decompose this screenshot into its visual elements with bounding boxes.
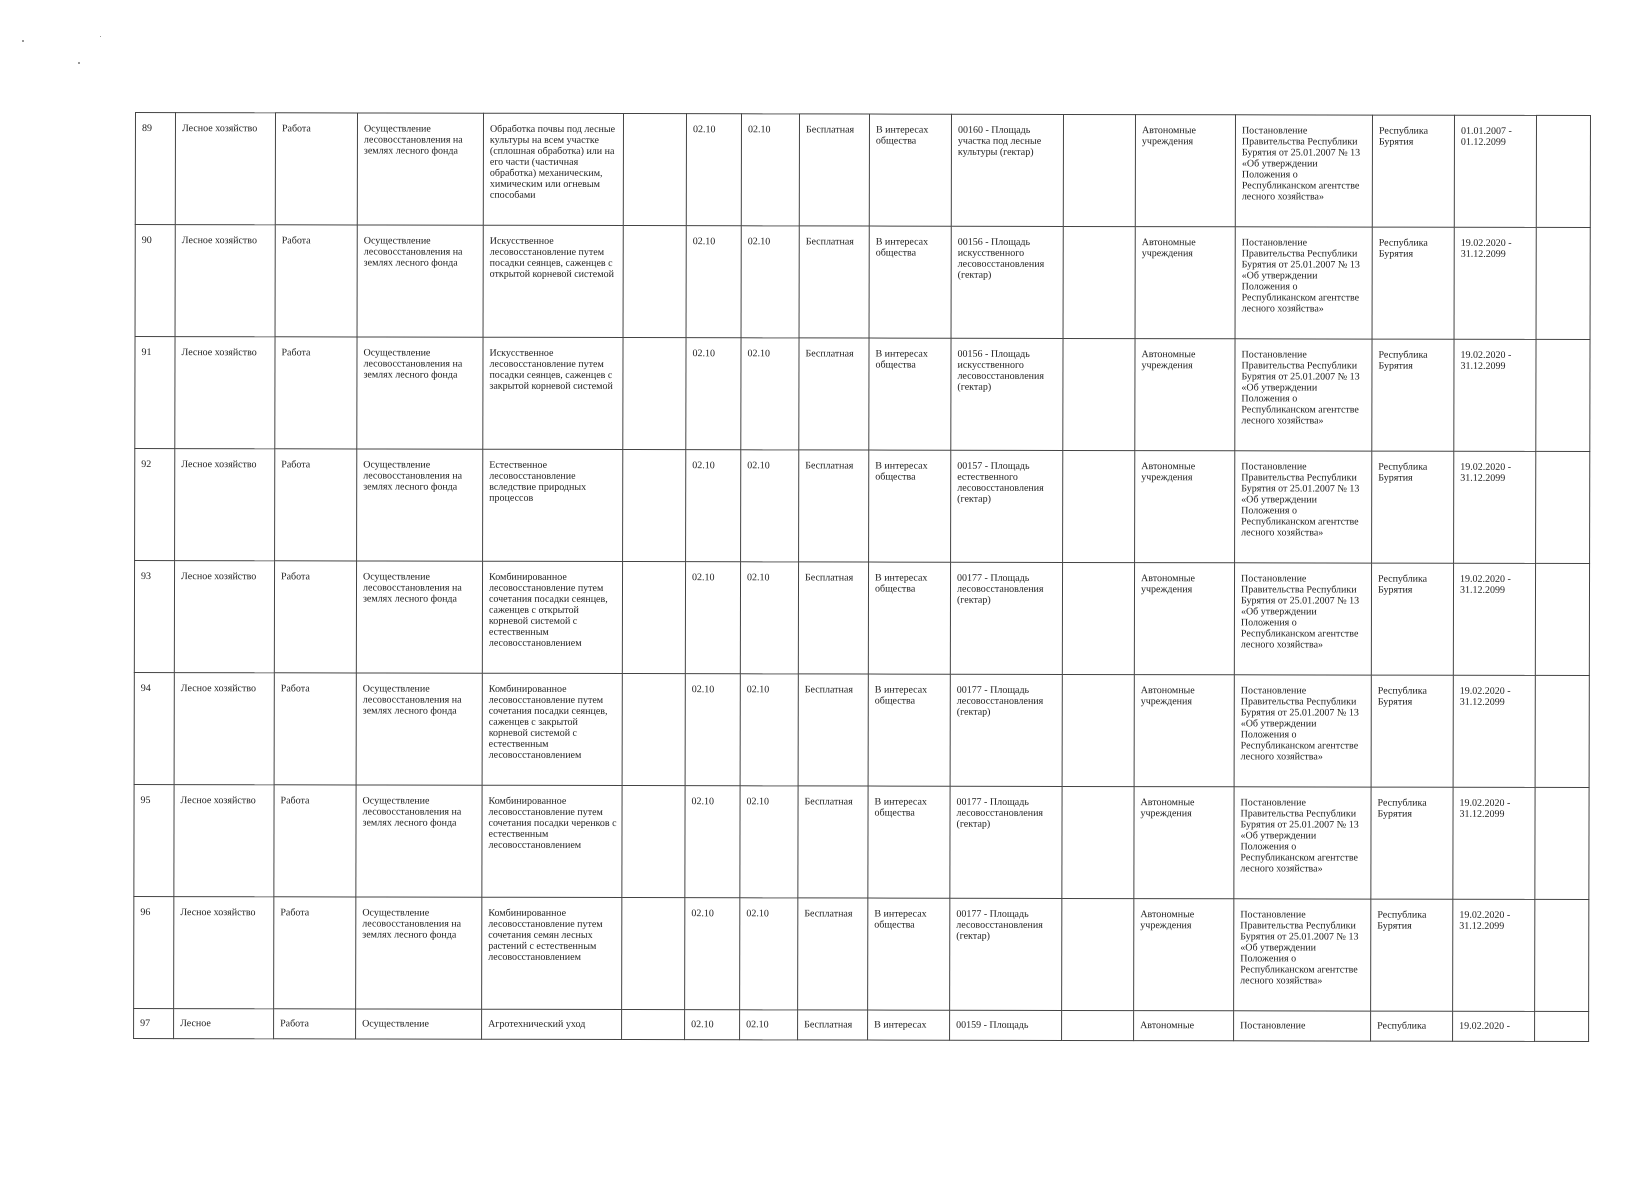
period-cell: 19.02.2020 - 31.12.2099 bbox=[1453, 787, 1535, 899]
activity-cell: Лесное bbox=[174, 1009, 274, 1039]
service-name-cell: Осуществление bbox=[356, 1009, 482, 1039]
blank-cell bbox=[622, 674, 685, 786]
type-cell: Работа bbox=[274, 785, 356, 897]
blank-cell-2 bbox=[1062, 786, 1134, 898]
period-cell: 19.02.2020 - 31.12.2099 bbox=[1454, 339, 1536, 451]
blank-cell-2 bbox=[1063, 338, 1135, 450]
interest-cell: В интересах общества bbox=[869, 450, 951, 562]
blank-cell-2 bbox=[1063, 450, 1135, 562]
payment-cell: Бесплатная bbox=[799, 338, 869, 450]
content-cell: Комбинированное лесовосстановление путем сочетания посадки черенков с естественным лесовосстановлением bbox=[482, 785, 622, 897]
okved-code2-cell: 02.10 bbox=[741, 338, 799, 450]
payment-cell: Бесплатная bbox=[799, 114, 869, 226]
okved-code2-cell: 02.10 bbox=[740, 898, 798, 1010]
interest-cell: В интересах общества bbox=[868, 562, 950, 674]
interest-cell: В интересах общества bbox=[868, 898, 950, 1010]
okved-code2-cell: 02.10 bbox=[741, 226, 799, 338]
period-cell: 19.02.2020 - 31.12.2099 bbox=[1454, 227, 1536, 339]
okved-code-cell: 02.10 bbox=[686, 338, 741, 450]
blank-cell bbox=[623, 338, 686, 450]
payment-cell: Бесплатная bbox=[798, 562, 868, 674]
row-number: 93 bbox=[134, 561, 174, 673]
region-cell: Республика Бурятия bbox=[1371, 787, 1453, 899]
service-name-cell: Осуществление лесовосстановления на землях лесного фонда bbox=[356, 673, 482, 785]
legal-act-cell: Постановление Правительства Республики Бурятия от 25.01.2007 № 13 «Об утверждении Положения о Республиканском агентстве лесного хозяйства» bbox=[1235, 227, 1372, 339]
blank-cell-2 bbox=[1062, 674, 1134, 786]
institution-cell: Автономные учреждения bbox=[1135, 115, 1235, 227]
institution-cell: Автономные учреждения bbox=[1134, 675, 1234, 787]
indicator-cell: 00159 - Площадь bbox=[950, 1010, 1062, 1040]
content-cell: Комбинированное лесовосстановление путем сочетания посадки сеянцев, саженцев с закрытой корневой системой с естественным лесовосстановлением bbox=[482, 673, 622, 785]
row-number: 94 bbox=[134, 672, 174, 784]
type-cell: Работа bbox=[275, 337, 357, 449]
table-row bbox=[135, 225, 1590, 340]
indicator-cell: 00156 - Площадь искусственного лесовосстановления (гектар) bbox=[951, 338, 1063, 450]
blank-cell bbox=[623, 450, 686, 562]
type-cell: Работа bbox=[275, 113, 357, 225]
activity-cell: Лесное хозяйство bbox=[174, 561, 274, 673]
activity-cell: Лесное хозяйство bbox=[175, 337, 275, 449]
blank-cell bbox=[622, 562, 685, 674]
content-cell: Естественное лесовосстановление вследствие природных процессов bbox=[483, 449, 623, 561]
content-cell: Комбинированное лесовосстановление путем сочетания посадки сеянцев, саженцев с открытой корневой системой с естественным лесовосстановлением bbox=[482, 561, 622, 673]
blank-cell-3 bbox=[1535, 563, 1589, 675]
table-row bbox=[134, 1008, 1589, 1041]
content-cell: Агротехнический уход bbox=[482, 1009, 622, 1039]
blank-cell-3 bbox=[1536, 115, 1590, 227]
okved-code-cell: 02.10 bbox=[686, 226, 741, 338]
payment-cell: Бесплатная bbox=[798, 786, 868, 898]
blank-cell-3 bbox=[1535, 787, 1589, 899]
region-cell: Республика Бурятия bbox=[1372, 339, 1454, 451]
blank-cell-2 bbox=[1063, 114, 1135, 226]
activity-cell: Лесное хозяйство bbox=[174, 785, 274, 897]
payment-cell: Бесплатная bbox=[798, 674, 868, 786]
okved-code2-cell: 02.10 bbox=[740, 786, 798, 898]
indicator-cell: 00156 - Площадь искусственного лесовосстановления (гектар) bbox=[951, 226, 1063, 338]
activity-cell: Лесное хозяйство bbox=[174, 673, 274, 785]
period-cell: 01.01.2007 - 01.12.2099 bbox=[1454, 115, 1536, 227]
row-number: 91 bbox=[135, 337, 175, 449]
institution-cell: Автономные bbox=[1134, 1011, 1234, 1041]
blank-cell-2 bbox=[1062, 562, 1134, 674]
institution-cell: Автономные учреждения bbox=[1134, 899, 1234, 1011]
table-row bbox=[135, 113, 1590, 228]
legal-act-cell: Постановление Правительства Республики Бурятия от 25.01.2007 № 13 «Об утверждении Положения о Республиканском агентстве лесного хозяйства» bbox=[1235, 339, 1372, 451]
region-cell: Республика Бурятия bbox=[1372, 227, 1454, 339]
okved-code2-cell: 02.10 bbox=[740, 1010, 798, 1040]
region-cell: Республика Бурятия bbox=[1371, 899, 1453, 1011]
type-cell: Работа bbox=[275, 449, 357, 561]
okved-code2-cell: 02.10 bbox=[741, 450, 799, 562]
table-row bbox=[134, 784, 1589, 899]
content-cell: Комбинированное лесовосстановление путем сочетания семян лесных растений с естественным лесовосстановлением bbox=[482, 897, 622, 1009]
blank-cell-3 bbox=[1535, 1011, 1589, 1041]
type-cell: Работа bbox=[274, 673, 356, 785]
legal-act-cell: Постановление Правительства Республики Бурятия от 25.01.2007 № 13 «Об утверждении Положения о Республиканском агентстве лесного хозяйства» bbox=[1235, 115, 1372, 227]
blank-cell-3 bbox=[1535, 675, 1589, 787]
blank-cell-3 bbox=[1536, 339, 1590, 451]
interest-cell: В интересах общества bbox=[869, 338, 951, 450]
activity-cell: Лесное хозяйство bbox=[175, 113, 275, 225]
okved-code2-cell: 02.10 bbox=[740, 674, 798, 786]
okved-code2-cell: 02.10 bbox=[741, 114, 799, 226]
interest-cell: В интересах общества bbox=[869, 226, 951, 338]
row-number: 92 bbox=[135, 449, 175, 561]
period-cell: 19.02.2020 - 31.12.2099 bbox=[1453, 899, 1535, 1011]
type-cell: Работа bbox=[275, 225, 357, 337]
region-cell: Республика Бурятия bbox=[1372, 451, 1454, 563]
legal-act-cell: Постановление bbox=[1234, 1011, 1371, 1041]
blank-cell-3 bbox=[1536, 227, 1590, 339]
period-cell: 19.02.2020 - bbox=[1453, 1011, 1535, 1041]
content-cell: Обработка почвы под лесные культуры на всем участке (сплошная обработка) или на его части (частичная обработка) механическим, химическим или огневым способами bbox=[483, 113, 623, 225]
interest-cell: В интересах bbox=[868, 1010, 950, 1040]
row-number: 90 bbox=[135, 225, 175, 337]
row-number: 95 bbox=[134, 784, 174, 896]
institution-cell: Автономные учреждения bbox=[1135, 339, 1235, 451]
table-row bbox=[134, 561, 1589, 676]
blank-cell bbox=[622, 898, 685, 1010]
payment-cell: Бесплатная bbox=[798, 1010, 868, 1040]
period-cell: 19.02.2020 - 31.12.2099 bbox=[1453, 675, 1535, 787]
indicator-cell: 00177 - Площадь лесовосстановления (гектар) bbox=[950, 786, 1062, 898]
institution-cell: Автономные учреждения bbox=[1134, 563, 1234, 675]
okved-code-cell: 02.10 bbox=[685, 562, 740, 674]
table-body bbox=[134, 113, 1591, 1042]
blank-cell bbox=[623, 226, 686, 338]
table-row bbox=[134, 672, 1589, 787]
service-name-cell: Осуществление лесовосстановления на землях лесного фонда bbox=[357, 337, 483, 449]
payment-cell: Бесплатная bbox=[799, 450, 869, 562]
okved-code-cell: 02.10 bbox=[685, 1010, 740, 1040]
blank-cell-3 bbox=[1535, 899, 1589, 1011]
row-number: 96 bbox=[134, 896, 174, 1008]
type-cell: Работа bbox=[274, 1009, 356, 1039]
services-register-table bbox=[133, 112, 1591, 1042]
legal-act-cell: Постановление Правительства Республики Бурятия от 25.01.2007 № 13 «Об утверждении Положения о Республиканском агентстве лесного хозяйства» bbox=[1234, 675, 1371, 787]
legal-act-cell: Постановление Правительства Республики Бурятия от 25.01.2007 № 13 «Об утверждении Положения о Республиканском агентстве лесного хозяйства» bbox=[1235, 451, 1372, 563]
blank-cell bbox=[622, 786, 685, 898]
interest-cell: В интересах общества bbox=[869, 114, 951, 226]
okved-code-cell: 02.10 bbox=[685, 786, 740, 898]
blank-cell bbox=[623, 114, 686, 226]
period-cell: 19.02.2020 - 31.12.2099 bbox=[1453, 563, 1535, 675]
row-number: 97 bbox=[134, 1008, 174, 1038]
blank-cell bbox=[622, 1010, 685, 1040]
indicator-cell: 00177 - Площадь лесовосстановления (гектар) bbox=[950, 562, 1062, 674]
region-cell: Республика Бурятия bbox=[1371, 563, 1453, 675]
indicator-cell: 00160 - Площадь участка под лесные культуры (гектар) bbox=[951, 114, 1063, 226]
period-cell: 19.02.2020 - 31.12.2099 bbox=[1454, 451, 1536, 563]
content-cell: Искусственное лесовосстановление путем посадки сеянцев, саженцев с закрытой корневой системой bbox=[483, 337, 623, 449]
blank-cell-2 bbox=[1062, 1010, 1134, 1040]
interest-cell: В интересах общества bbox=[868, 674, 950, 786]
okved-code-cell: 02.10 bbox=[685, 898, 740, 1010]
service-name-cell: Осуществление лесовосстановления на землях лесного фонда bbox=[357, 113, 483, 225]
indicator-cell: 00177 - Площадь лесовосстановления (гектар) bbox=[950, 674, 1062, 786]
region-cell: Республика bbox=[1371, 1011, 1453, 1041]
institution-cell: Автономные учреждения bbox=[1135, 227, 1235, 339]
okved-code2-cell: 02.10 bbox=[740, 562, 798, 674]
table-row bbox=[135, 449, 1590, 564]
legal-act-cell: Постановление Правительства Республики Бурятия от 25.01.2007 № 13 «Об утверждении Положения о Республиканском агентстве лесного хозяйства» bbox=[1234, 563, 1371, 675]
payment-cell: Бесплатная bbox=[799, 226, 869, 338]
legal-act-cell: Постановление Правительства Республики Бурятия от 25.01.2007 № 13 «Об утверждении Положения о Республиканском агентстве лесного хозяйства» bbox=[1234, 787, 1371, 899]
legal-act-cell: Постановление Правительства Республики Бурятия от 25.01.2007 № 13 «Об утверждении Положения о Республиканском агентстве лесного хозяйства» bbox=[1234, 899, 1371, 1011]
type-cell: Работа bbox=[274, 897, 356, 1009]
region-cell: Республика Бурятия bbox=[1371, 675, 1453, 787]
blank-cell-2 bbox=[1063, 226, 1135, 338]
payment-cell: Бесплатная bbox=[798, 898, 868, 1010]
region-cell: Республика Бурятия bbox=[1372, 115, 1454, 227]
activity-cell: Лесное хозяйство bbox=[175, 225, 275, 337]
indicator-cell: 00177 - Площадь лесовосстановления (гектар) bbox=[950, 898, 1062, 1010]
activity-cell: Лесное хозяйство bbox=[175, 449, 275, 561]
okved-code-cell: 02.10 bbox=[686, 450, 741, 562]
service-name-cell: Осуществление лесовосстановления на землях лесного фонда bbox=[356, 897, 482, 1009]
okved-code-cell: 02.10 bbox=[685, 674, 740, 786]
activity-cell: Лесное хозяйство bbox=[174, 897, 274, 1009]
service-name-cell: Осуществление лесовосстановления на землях лесного фонда bbox=[357, 449, 483, 561]
interest-cell: В интересах общества bbox=[868, 786, 950, 898]
table-row bbox=[134, 896, 1589, 1011]
service-name-cell: Осуществление лесовосстановления на землях лесного фонда bbox=[357, 225, 483, 337]
okved-code-cell: 02.10 bbox=[686, 114, 741, 226]
blank-cell-2 bbox=[1062, 898, 1134, 1010]
institution-cell: Автономные учреждения bbox=[1134, 787, 1234, 899]
service-name-cell: Осуществление лесовосстановления на землях лесного фонда bbox=[356, 785, 482, 897]
row-number: 89 bbox=[135, 113, 175, 225]
table-row bbox=[135, 337, 1590, 452]
institution-cell: Автономные учреждения bbox=[1135, 451, 1235, 563]
type-cell: Работа bbox=[274, 561, 356, 673]
indicator-cell: 00157 - Площадь естественного лесовосстановления (гектар) bbox=[951, 450, 1063, 562]
service-name-cell: Осуществление лесовосстановления на землях лесного фонда bbox=[356, 561, 482, 673]
blank-cell-3 bbox=[1536, 451, 1590, 563]
content-cell: Искусственное лесовосстановление путем посадки сеянцев, саженцев с открытой корневой системой bbox=[483, 225, 623, 337]
